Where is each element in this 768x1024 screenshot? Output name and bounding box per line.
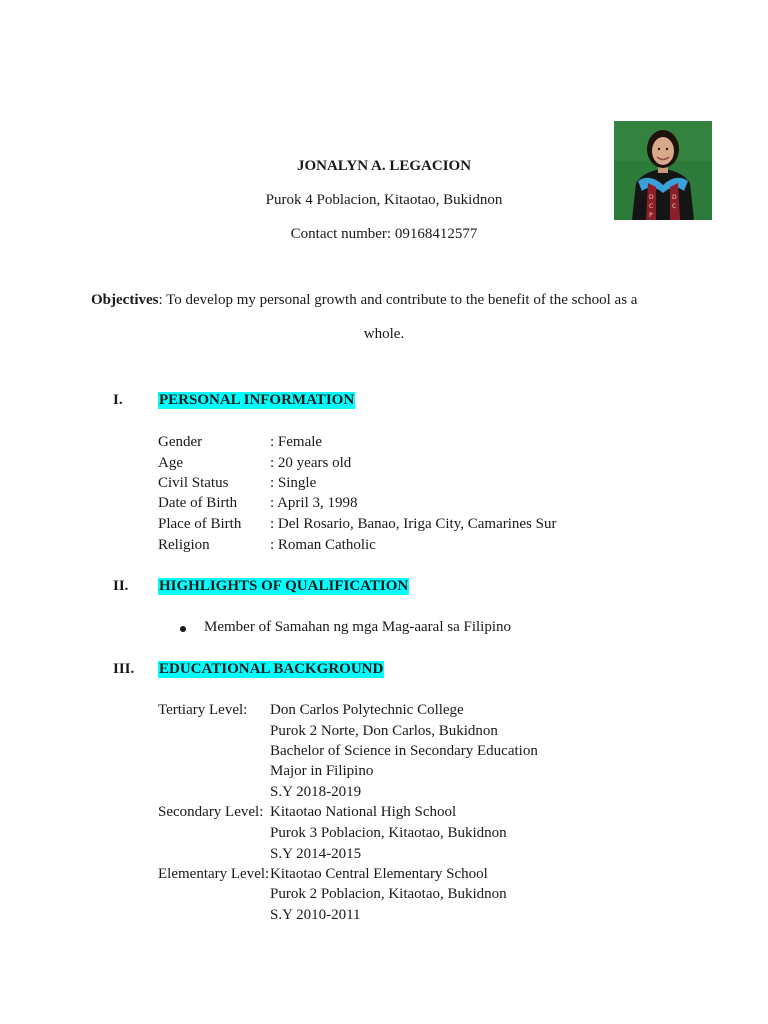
education-line: Major in Filipino [270, 763, 374, 779]
education-level-label: Tertiary Level: [158, 702, 248, 718]
education-line: Purok 3 Poblacion, Kitaotao, Bukidnon [270, 825, 507, 841]
education-level-label: Secondary Level: [158, 804, 264, 820]
section-title-educational-background: EDUCATIONAL BACKGROUND [159, 661, 384, 677]
section-number: I. [113, 392, 123, 408]
applicant-contact: Contact number: 09168412577 [290, 226, 478, 242]
applicant-name: JONALYN A. LEGACION [296, 158, 472, 174]
objectives-text-continued: whole. [363, 326, 405, 342]
field-label: Civil Status [158, 475, 229, 491]
education-line: Purok 2 Poblacion, Kitaotao, Bukidnon [270, 886, 507, 902]
field-label: Date of Birth [158, 495, 238, 511]
field-label: Age [158, 455, 183, 471]
education-line: Kitaotao National High School [270, 804, 457, 820]
education-line: S.Y 2010-2011 [270, 907, 361, 923]
field-value: : Female [270, 434, 323, 450]
section-title-highlights: HIGHLIGHTS OF QUALIFICATION [159, 578, 409, 594]
field-value: : April 3, 1998 [270, 495, 358, 511]
field-value: : Single [270, 475, 317, 491]
field-label: Gender [158, 434, 203, 450]
education-line: Bachelor of Science in Secondary Education [270, 743, 538, 759]
objectives-paragraph [91, 292, 637, 309]
svg-text:C: C [672, 203, 677, 210]
field-value: : 20 years old [270, 455, 352, 471]
education-line: Don Carlos Polytechnic College [270, 702, 464, 718]
education-line: Purok 2 Norte, Don Carlos, Bukidnon [270, 723, 498, 739]
svg-text:D: D [672, 194, 677, 201]
education-line: S.Y 2018-2019 [270, 784, 362, 800]
qualification-item: Member of Samahan ng mga Mag-aaral sa Filipino [204, 619, 512, 635]
objectives-text: : To develop my personal growth and contribute to the benefit of the school as a [158, 292, 638, 308]
field-value: : Roman Catholic [270, 537, 376, 553]
section-number: II. [113, 578, 129, 594]
field-value: : Del Rosario, Banao, Iriga City, Camarines Sur [270, 516, 557, 532]
field-label: Place of Birth [158, 516, 242, 532]
objectives-label: Objectives [91, 292, 159, 308]
field-label: Religion [158, 537, 210, 553]
svg-text:C: C [649, 203, 654, 210]
section-title-personal-information: PERSONAL INFORMATION [159, 392, 355, 408]
section-number: III. [113, 661, 135, 677]
education-line: S.Y 2014-2015 [270, 846, 362, 862]
svg-text:P: P [649, 212, 653, 219]
education-level-label: Elementary Level: [158, 866, 270, 882]
svg-text:D: D [649, 194, 654, 201]
applicant-address: Purok 4 Poblacion, Kitaotao, Bukidnon [265, 192, 503, 208]
education-line: Kitaotao Central Elementary School [270, 866, 488, 882]
bullet-icon [180, 626, 186, 632]
